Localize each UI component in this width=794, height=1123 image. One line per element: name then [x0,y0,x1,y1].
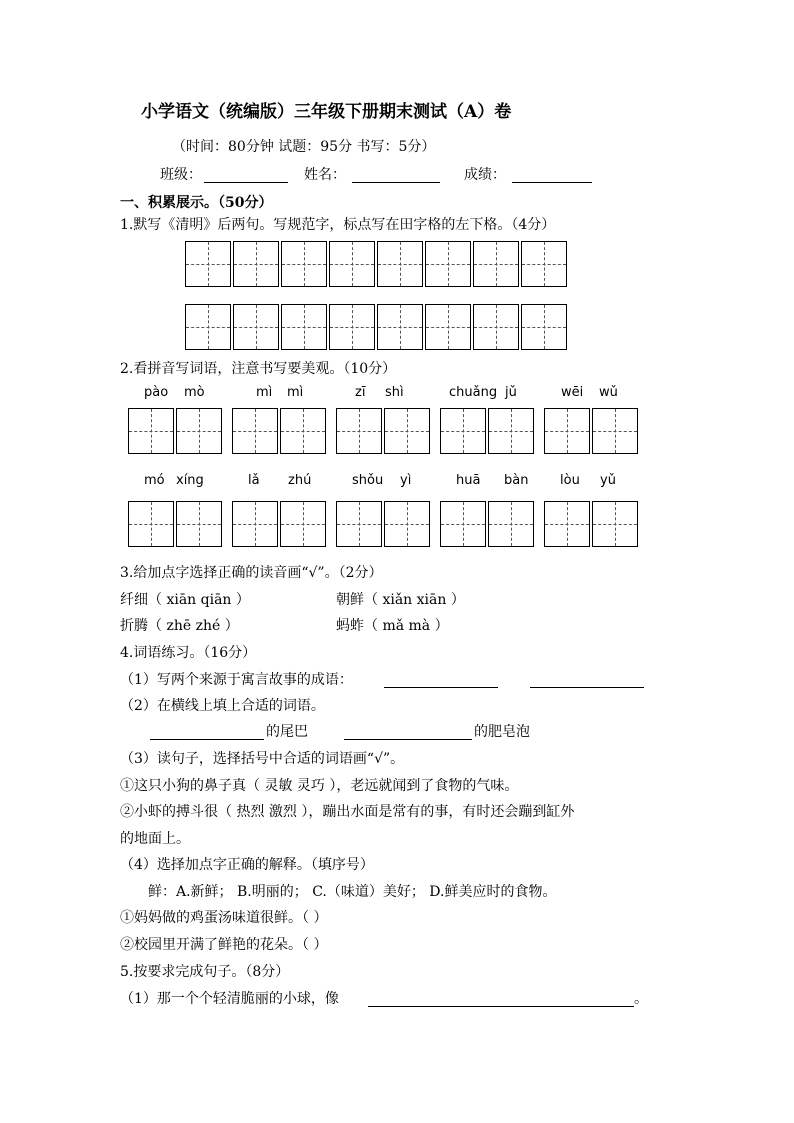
question-5-text: 5.按要求完成句子。（8分） [120,964,290,980]
reading-choice[interactable]: 朝鲜（ xiǎn xiān ） [336,592,465,608]
word-box[interactable] [128,501,224,547]
tianzige-cell[interactable] [384,408,430,454]
tianzige-cell[interactable] [185,304,231,350]
pinyin: wǔ [599,385,618,400]
tianzige-cell[interactable] [544,501,590,547]
tianzige-cell[interactable] [425,304,471,350]
tianzige-cell[interactable] [473,304,519,350]
tianzige-cell[interactable] [280,408,326,454]
reading-choice[interactable]: 蚂蚱（ mǎ mà ） [336,618,449,634]
choice-2[interactable]: ②校园里开满了鲜艳的花朵。（ ） [120,937,328,953]
tianzige-cell[interactable] [176,501,222,547]
idiom-field-1[interactable] [384,673,498,688]
tianzige-row-1[interactable] [185,241,569,287]
tianzige-cell[interactable] [176,408,222,454]
pinyin: bàn [504,473,529,488]
tianzige-cell[interactable] [329,304,375,350]
tianzige-cell[interactable] [592,408,638,454]
page-title: 小学语文（统编版）三年级下册期末测试（A）卷 [141,102,512,122]
sentence-2-cont: 的地面上。 [120,831,190,847]
tianzige-cell[interactable] [185,241,231,287]
tianzige-cell[interactable] [336,501,382,547]
question-3-text: 3.给加点字选择正确的读音画“√”。（2分） [120,565,383,581]
tianzige-cell[interactable] [377,304,423,350]
q5-sub1: （1）那一个个轻清脆丽的小球，像 [120,991,339,1007]
tianzige-cell[interactable] [592,501,638,547]
name-label: 姓名： [304,167,346,183]
class-label: 班级： [160,167,202,183]
tianzige-cell[interactable] [488,408,534,454]
tianzige-cell[interactable] [281,241,327,287]
name-field[interactable] [352,168,440,183]
pinyin: zī [355,385,366,400]
tianzige-cell[interactable] [128,501,174,547]
q4-sub3: （3）读句子，选择括号中合适的词语画“√”。 [120,751,405,767]
tianzige-cell[interactable] [233,241,279,287]
word-box[interactable] [232,501,328,547]
fill-field-2[interactable] [344,725,472,740]
fill-tail-1: 的尾巴 [266,724,308,740]
pinyin: chuǎng [449,385,498,400]
question-4-text: 4.词语练习。（16分） [120,645,257,661]
tianzige-cell[interactable] [281,304,327,350]
tianzige-cell[interactable] [336,408,382,454]
pinyin: mì [256,385,273,400]
fill-tail-2: 的肥皂泡 [474,724,530,740]
pinyin: shǒu [352,473,384,488]
tianzige-cell[interactable] [440,408,486,454]
score-field[interactable] [512,168,592,183]
tianzige-cell[interactable] [425,241,471,287]
pinyin: huā [456,473,481,488]
pinyin: lòu [560,473,580,488]
word-box[interactable] [128,408,224,454]
word-box[interactable] [544,408,640,454]
question-1-text: 1.默写《清明》后两句。写规范字，标点写在田字格的左下格。（4分） [120,217,556,233]
sentence-2[interactable]: ②小虾的搏斗很（ 热烈 激烈 ），蹦出水面是常有的事，有时还会蹦到缸外 [120,804,575,820]
choice-1[interactable]: ①妈妈做的鸡蛋汤味道很鲜。（ ） [120,910,328,926]
tianzige-cell[interactable] [384,501,430,547]
q4-sub2: （2）在横线上填上合适的词语。 [120,698,325,714]
exam-info: （时间：80分钟 试题：95分 书写：5分） [172,139,436,155]
pinyin: mò [184,385,205,400]
tianzige-cell[interactable] [377,241,423,287]
tianzige-cell[interactable] [473,241,519,287]
tianzige-cell[interactable] [488,501,534,547]
tianzige-cell[interactable] [544,408,590,454]
tianzige-cell[interactable] [521,241,567,287]
sentence-field[interactable] [368,992,634,1007]
q4-sub1: （1）写两个来源于寓言故事的成语： [120,672,353,688]
score-label: 成绩： [464,167,506,183]
pinyin: yì [400,473,412,488]
idiom-field-2[interactable] [530,673,644,688]
q4-sub4: （4）选择加点字正确的解释。（填序号） [120,857,374,873]
pinyin: mó [144,473,165,488]
reading-choice[interactable]: 折腾（ zhē zhé ） [120,618,239,634]
pinyin: mì [287,385,304,400]
tianzige-row-2[interactable] [185,304,569,350]
tianzige-cell[interactable] [521,304,567,350]
section-heading: 一、积累展示。（50分） [120,195,273,211]
pinyin: xíng [176,473,204,488]
class-field[interactable] [204,168,288,183]
pinyin: wēi [561,385,584,400]
period: 。 [634,991,648,1007]
word-box[interactable] [440,501,536,547]
tianzige-cell[interactable] [440,501,486,547]
question-2-text: 2.看拼音写词语，注意书写要美观。（10分） [120,361,397,377]
tianzige-cell[interactable] [233,304,279,350]
pinyin: shì [385,385,404,400]
definition-options: 鲜：A.新鲜； B.明丽的； C.（味道）美好； D.鲜美应时的食物。 [148,884,557,900]
tianzige-cell[interactable] [329,241,375,287]
pinyin: yǔ [600,473,616,488]
fill-field-1[interactable] [150,725,264,740]
word-box[interactable] [544,501,640,547]
pinyin: jǔ [505,385,517,400]
pinyin: lǎ [248,473,260,488]
tianzige-cell[interactable] [232,501,278,547]
reading-choice[interactable]: 纤细（ xiān qiān ） [120,592,250,608]
sentence-1[interactable]: ①这只小狗的鼻子真（ 灵敏 灵巧 ），老远就闻到了食物的气味。 [120,778,519,794]
tianzige-cell[interactable] [128,408,174,454]
tianzige-cell[interactable] [280,501,326,547]
word-box[interactable] [336,408,432,454]
tianzige-cell[interactable] [232,408,278,454]
word-box[interactable] [232,408,328,454]
pinyin: zhú [288,473,312,488]
word-box[interactable] [336,501,432,547]
word-box[interactable] [440,408,536,454]
pinyin: pào [144,385,169,400]
